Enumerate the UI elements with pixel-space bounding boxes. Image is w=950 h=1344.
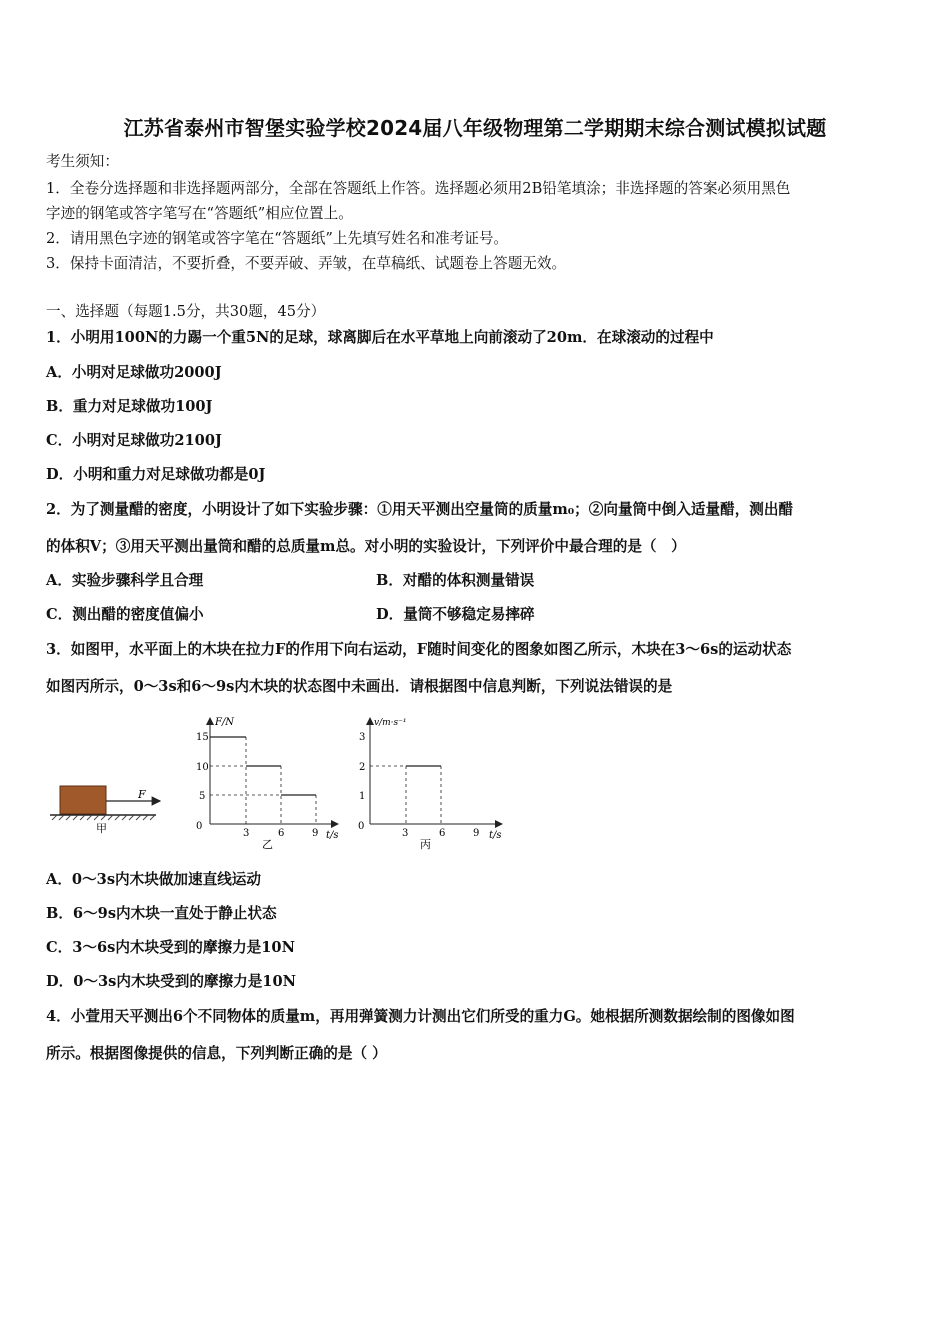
q1-option-c: C．小明对足球做功2100J: [46, 432, 222, 449]
bing-ytick: 1: [359, 791, 366, 802]
figure-bing-label: 丙: [420, 838, 431, 851]
question-2-line-1: 2．为了测量醋的密度，小明设计了如下实验步骤：①用天平测出空量筒的质量m₀；②向量筒中倒入适量醋，测出醋: [46, 501, 794, 518]
question-2-line-2: 的体积V；③用天平测出量筒和醋的总质量m总。对小明的实验设计，下列评价中最合理的是（ ）: [46, 538, 686, 555]
yi-ytick: 5: [199, 791, 206, 802]
bing-y-label: v/m·s⁻¹: [374, 718, 407, 728]
q1-option-a: A．小明对足球做功2000J: [46, 364, 222, 381]
figure-bing: [358, 718, 502, 851]
question-3-line-1: 3．如图甲，水平面上的木块在拉力F的作用下向右运动，F随时间变化的图象如图乙所示，木块在3～6s的运动状态: [46, 641, 792, 658]
notice-item: 2．请用黑色字迹的钢笔或答字笔在“答题纸”上先填写姓名和准考证号。: [46, 230, 509, 247]
q3-option-a: A．0～3s内木块做加速直线运动: [46, 871, 261, 888]
bing-ytick: 2: [359, 762, 366, 773]
figure-jia-label: 甲: [96, 822, 107, 835]
yi-ytick: 10: [196, 762, 209, 773]
q3-option-b: B．6～9s内木块一直处于静止状态: [46, 905, 277, 922]
bing-xtick: 6: [439, 828, 446, 839]
yi-xtick: 3: [243, 828, 250, 839]
wooden-block: [60, 786, 106, 814]
notice-heading: 考生须知：: [46, 153, 119, 170]
q3-option-d: D．0～3s内木块受到的摩擦力是10N: [46, 973, 296, 990]
notice-item: 3．保持卡面清洁，不要折叠，不要弄破、弄皱，在草稿纸、试题卷上答题无效。: [46, 255, 567, 272]
question-3-line-2: 如图丙所示，0～3s和6～9s内木块的状态图中未画出．请根据图中信息判断，下列说法错误的是: [46, 678, 673, 695]
yi-y-label: F/N: [215, 717, 235, 728]
ground-hatch: [52, 815, 155, 820]
bing-x-label: t/s: [489, 830, 502, 841]
yi-x-label: t/s: [326, 830, 339, 841]
q2-option-b: B．对醋的体积测量错误: [376, 572, 535, 589]
bing-xtick: 9: [473, 828, 480, 839]
q2-option-a: A．实验步骤科学且合理: [46, 572, 204, 589]
figure-yi: [196, 717, 339, 851]
yi-plot: [210, 737, 316, 824]
question-4-line-2: 所示。根据图像提供的信息，下列判断正确的是（ ）: [46, 1045, 387, 1062]
yi-ytick: 15: [196, 732, 209, 743]
figure-yi-label: 乙: [262, 838, 273, 851]
q2-option-d: D．量筒不够稳定易摔碎: [376, 606, 535, 623]
bing-ytick: 3: [359, 732, 366, 743]
question-3-figure: [44, 712, 514, 857]
section-heading: 一、选择题（每题1.5分，共30题，45分）: [46, 303, 326, 320]
q1-option-b: B．重力对足球做功100J: [46, 398, 213, 415]
yi-origin: 0: [196, 821, 203, 832]
question-1-stem: 1．小明用100N的力踢一个重5N的足球，球离脚后在水平草地上向前滚动了20m．在球滚动的过程中: [46, 329, 714, 346]
bing-plot: [370, 766, 441, 824]
q3-option-c: C．3～6s内木块受到的摩擦力是10N: [46, 939, 295, 956]
notice-item: 1．全卷分选择题和非选择题两部分，全部在答题纸上作答。选择题必须用2B铅笔填涂；非选择题的答案必须用黑色: [46, 180, 791, 197]
force-label: F: [138, 788, 146, 801]
q1-option-d: D．小明和重力对足球做功都是0J: [46, 466, 266, 483]
yi-xtick: 9: [312, 828, 319, 839]
yi-xtick: 6: [278, 828, 285, 839]
bing-xtick: 3: [402, 828, 409, 839]
figure-jia: [50, 786, 160, 835]
page-title: 江苏省泰州市智堡实验学校2024届八年级物理第二学期期末综合测试模拟试题: [123, 116, 827, 140]
bing-origin: 0: [358, 821, 365, 832]
notice-item: 字迹的钢笔或答字笔写在“答题纸”相应位置上。: [46, 205, 353, 222]
question-4-line-1: 4．小萱用天平测出6个不同物体的质量m，再用弹簧测力计测出它们所受的重力G。她根据所测数据绘制的图像如图: [46, 1008, 795, 1025]
q2-option-c: C．测出醋的密度值偏小: [46, 606, 204, 623]
